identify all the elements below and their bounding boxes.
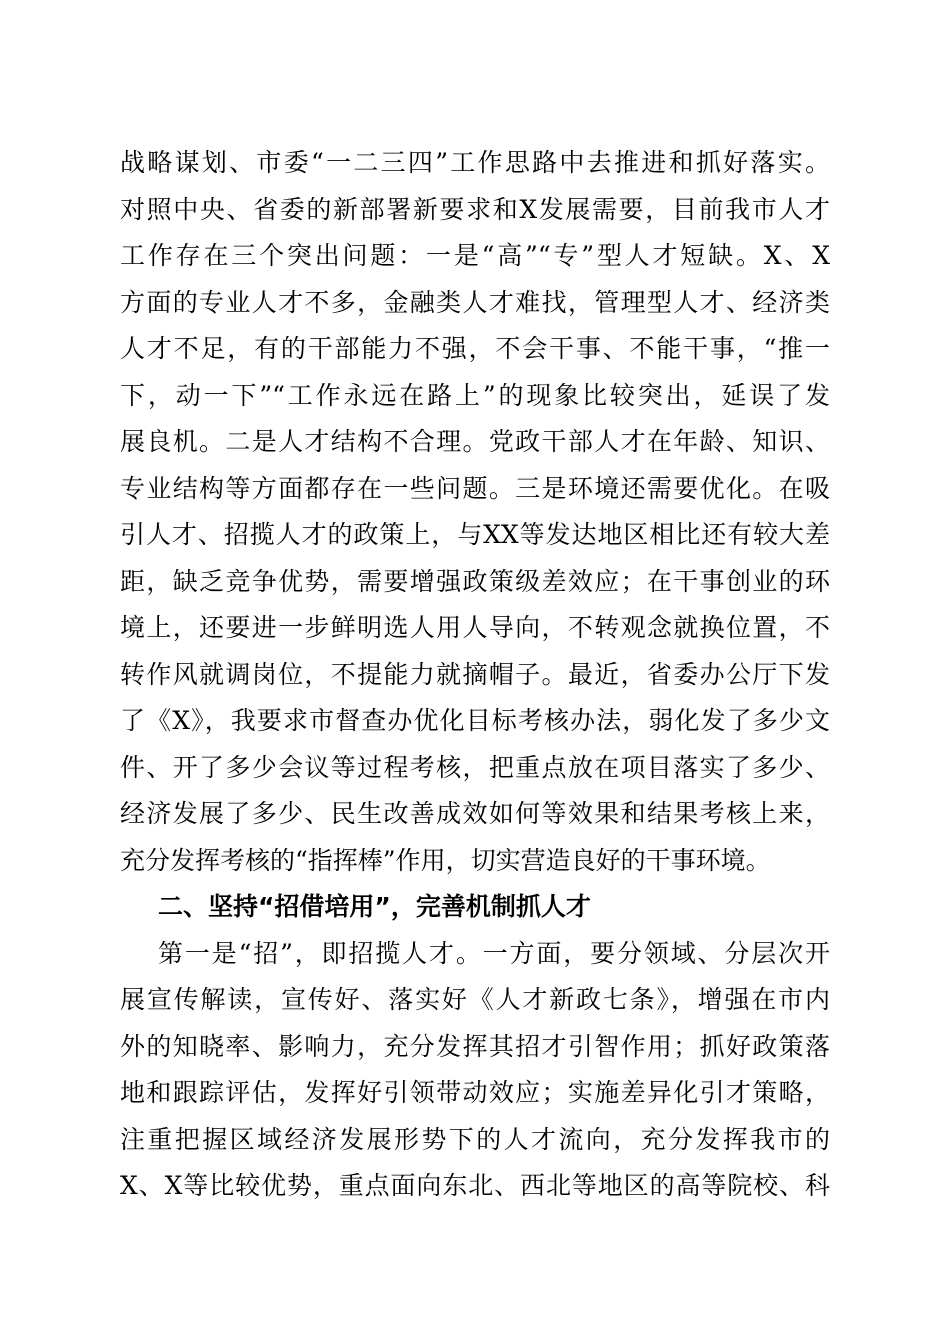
paragraph-2-line: X、X等比较优势，重点面向东北、西北等地区的高等院校、科 (120, 1171, 830, 1200)
paragraph-1-line: 专业结构等方面都存在一些问题。三是环境还需要优化。在吸 (120, 473, 830, 503)
paragraph-2-line: 注重把握区域经济发展形势下的人才流向，充分发挥我市的 (120, 1124, 830, 1154)
paragraph-1-line: 充分发挥考核的“指挥棒”作用，切实营造良好的干事环境。 (120, 845, 771, 875)
paragraph-1-line: 引人才、招揽人才的政策上，与XX等发达地区相比还有较大差 (120, 520, 830, 549)
paragraph-2-line: 第一是“招”，即招揽人才。一方面，要分领域、分层次开 (158, 938, 830, 968)
paragraph-1-line: 下，动一下”“工作永远在路上”的现象比较突出，延误了发 (120, 380, 830, 410)
paragraph-2-line: 地和跟踪评估，发挥好引领带动效应；实施差异化引才策略， (120, 1078, 830, 1107)
paragraph-1-line: 对照中央、省委的新部署新要求和X发展需要，目前我市人才 (120, 194, 830, 224)
paragraph-1-line: 战略谋划、市委“一二三四”工作思路中去推进和抓好落实。 (120, 148, 830, 177)
paragraph-1-line: 转作风就调岗位，不提能力就摘帽子。最近，省委办公厅下发 (120, 659, 830, 689)
paragraph-1-line: 经济发展了多少、民生改善成效如何等效果和结果考核上来， (120, 799, 830, 828)
document-body (120, 140, 830, 1210)
paragraph-2-line: 展宣传解读，宣传好、落实好《人才新政七条》，增强在市内 (120, 985, 830, 1014)
paragraph-2-line: 外的知晓率、影响力，充分发挥其招才引智作用；抓好政策落 (120, 1031, 830, 1061)
paragraph-1-line: 展良机。二是人才结构不合理。党政干部人才在年龄、知识、 (120, 427, 830, 456)
paragraph-1-line: 方面的专业人才不多，金融类人才难找，管理型人才、经济类 (120, 287, 830, 317)
paragraph-1-line: 了《X》，我要求市督查办优化目标考核办法，弱化发了多少文 (120, 706, 830, 735)
paragraph-1-line: 件、开了多少会议等过程考核，把重点放在项目落实了多少、 (120, 752, 830, 782)
paragraph-1-line: 工作存在三个突出问题：一是“高”“专”型人才短缺。X、X (120, 241, 830, 270)
paragraph-1-line: 距，缺乏竞争优势，需要增强政策级差效应；在干事创业的环 (120, 566, 830, 596)
paragraph-1-line: 境上，还要进一步鲜明选人用人导向，不转观念就换位置，不 (120, 613, 830, 642)
paragraph-1-line: 人才不足，有的干部能力不强，不会干事、不能干事，“推一 (120, 334, 830, 363)
section-heading: 二、坚持“招借培用”，完善机制抓人才 (158, 892, 591, 921)
